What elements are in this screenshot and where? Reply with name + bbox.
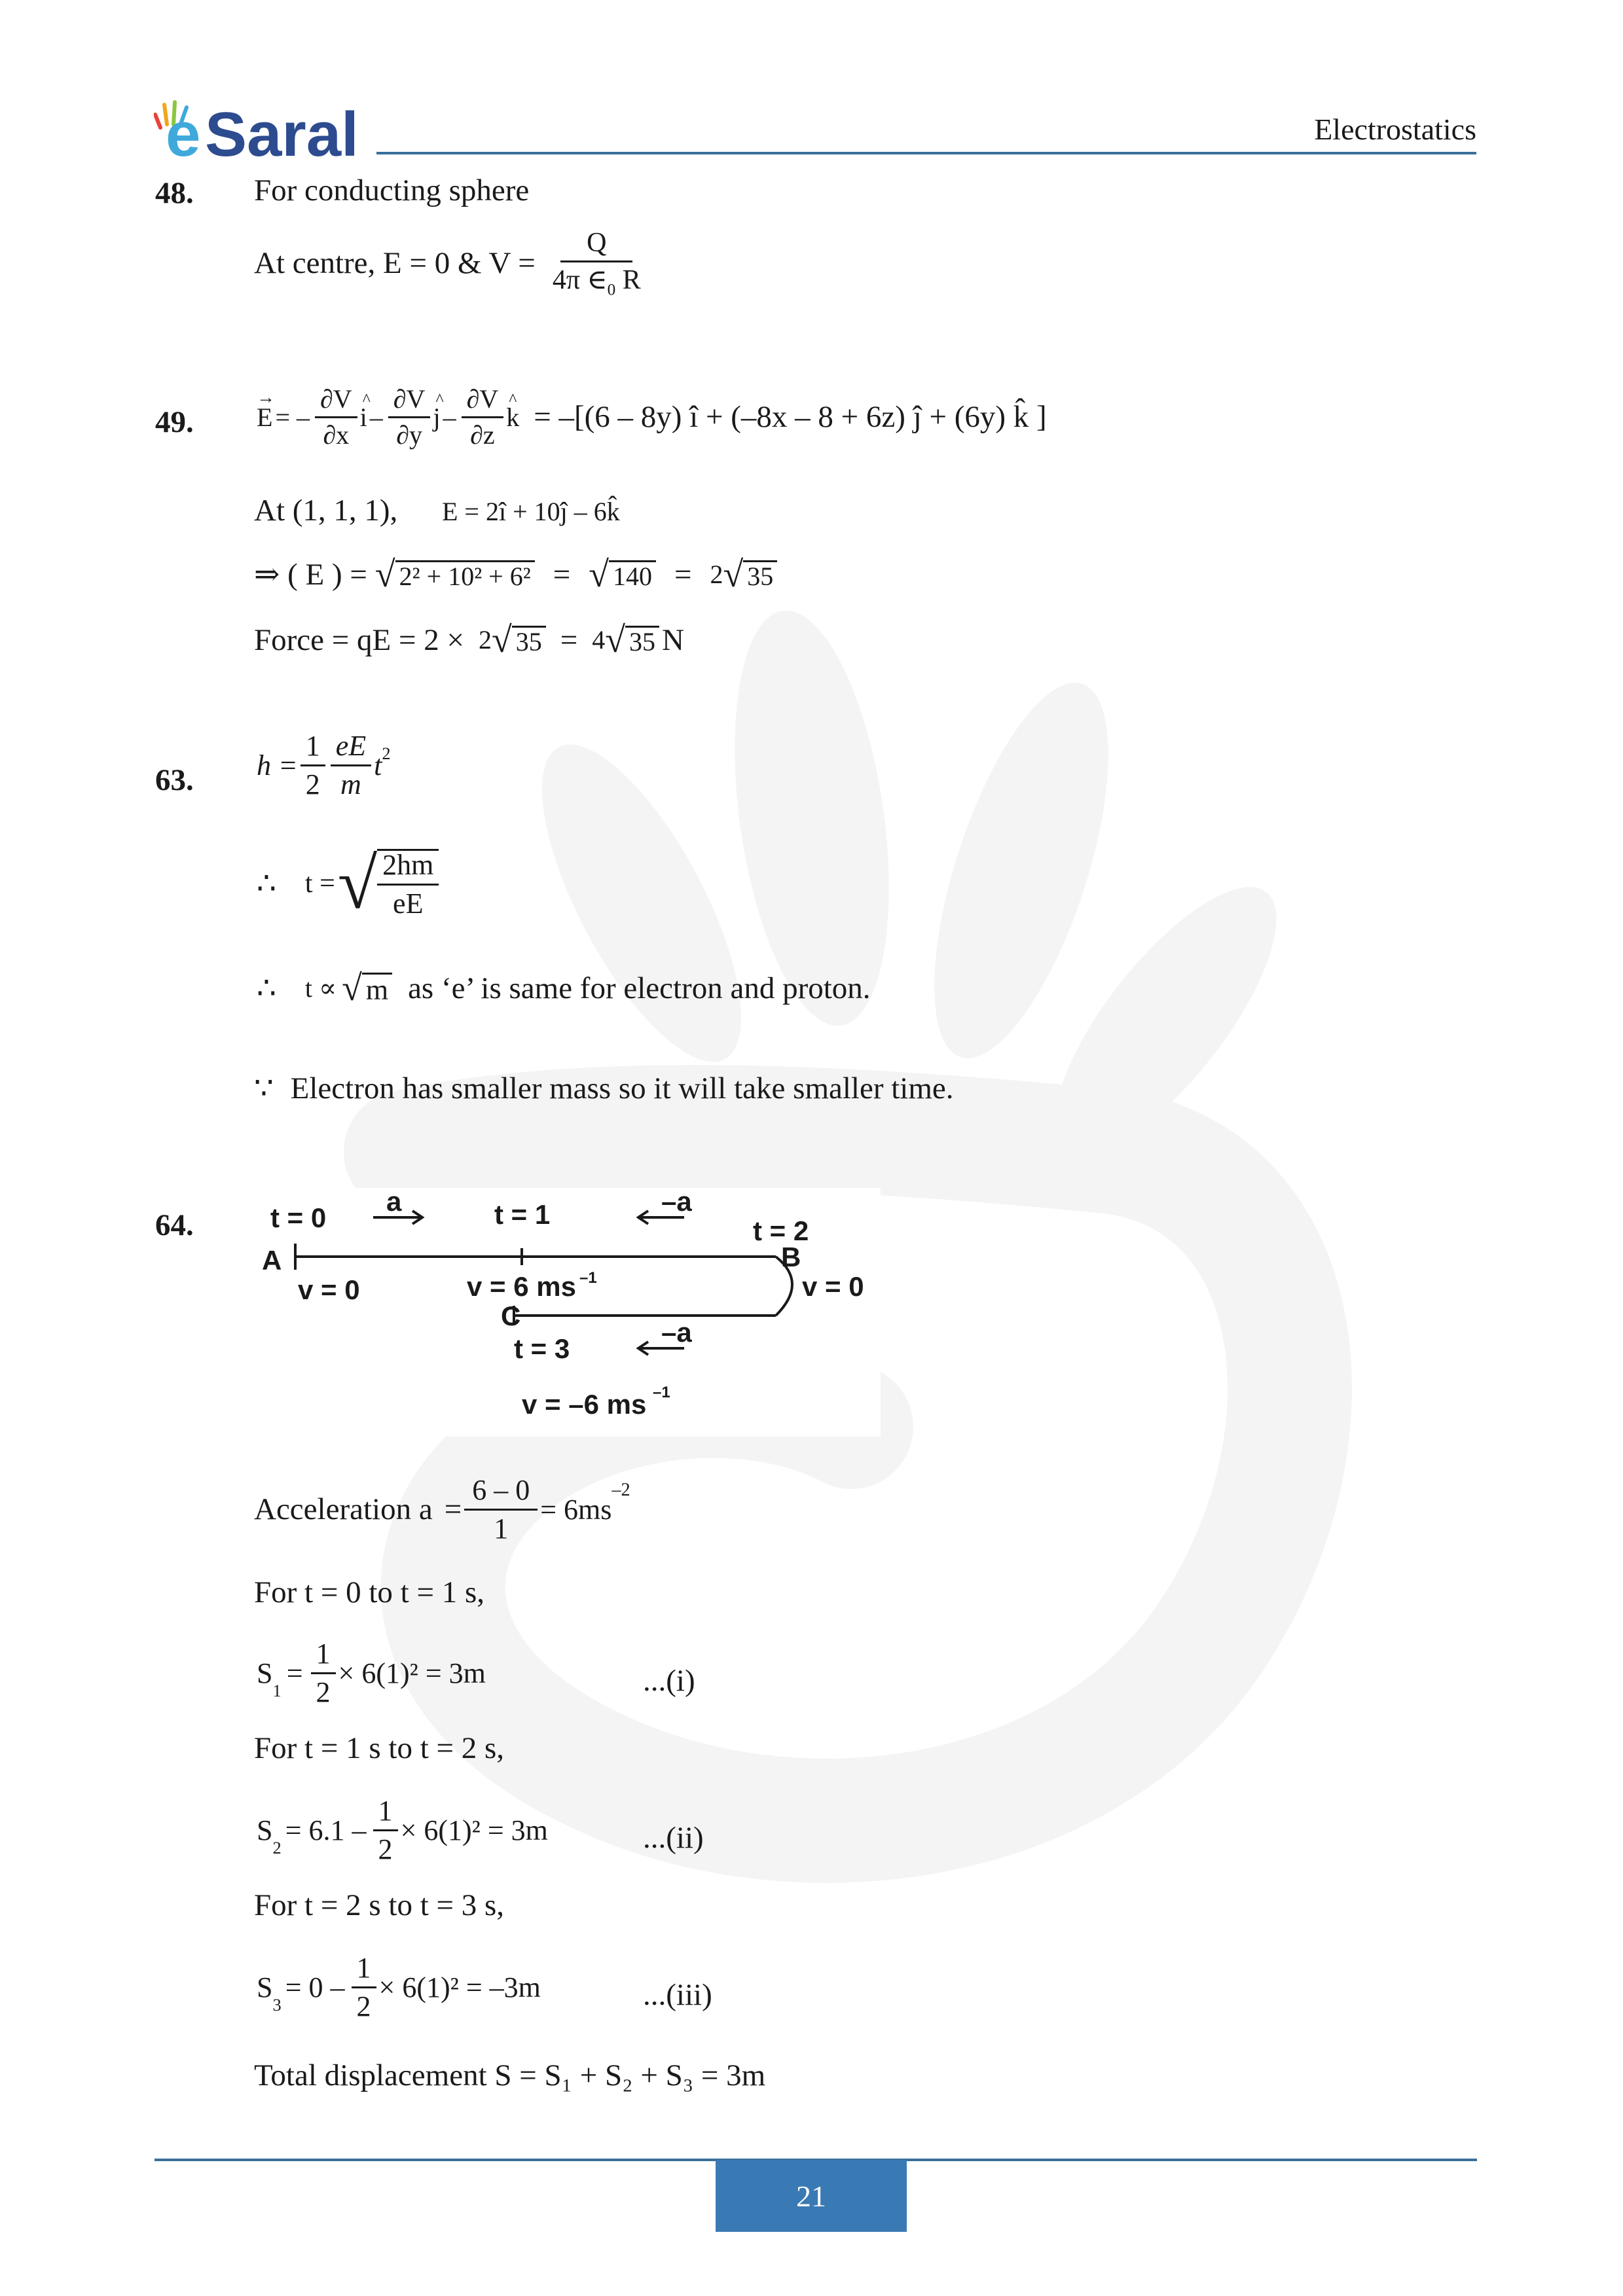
q63-conclusion: ∵ Electron has smaller mass so it will take smaller time. — [254, 1071, 954, 1105]
q64-s2-formula: S $_2$ = 6.1 – $\frac{1}{2}$ × 6(1)² = 3m — [257, 1795, 548, 1865]
brand-logo — [154, 98, 383, 170]
label-t0: t = 0 — [270, 1202, 327, 1233]
q49-at-point: At (1, 1, 1), — [254, 493, 398, 528]
label-t2: t = 2 — [753, 1215, 809, 1246]
brand-e: e — [166, 99, 201, 170]
label-point-b: B — [781, 1242, 801, 1272]
q48-frac-den: 4π $\in_0$ R — [552, 265, 641, 299]
q48-prefix: At centre, E = 0 & V = — [254, 246, 536, 281]
chapter-title: Electrostatics — [1314, 113, 1476, 146]
q63-time-formula: ∴ t = √ $\frac{2hm}{eE}$ — [257, 848, 441, 920]
mag-prefix: ⇒ ( E ) = — [254, 557, 367, 592]
q64-seg1-label: For t = 0 to t = 1 s, — [254, 1575, 485, 1609]
label-vneg6-exp: –1 — [653, 1384, 670, 1401]
dv-dy: $\frac{\partial V}{\partial y}$ — [388, 386, 431, 448]
label-v0-left: v = 0 — [298, 1274, 360, 1305]
q64-s1-formula: S $_1$ = $\frac{1}{2}$ × 6(1)² = 3m — [257, 1638, 486, 1708]
q63-proportionality: ∴ t ∝ √ m as ‘e’ is same for electron and proton. — [257, 968, 871, 1009]
label-point-c: C — [501, 1300, 521, 1331]
q63-height-formula: h = $\frac{1}{2}$ $\frac{eE}{m}$ t $^2$ — [257, 730, 391, 800]
label-point-a: A — [262, 1245, 282, 1276]
label-t3: t = 3 — [514, 1333, 570, 1364]
motion-diagram — [252, 1188, 881, 1437]
label-a-left1: –a — [661, 1188, 692, 1217]
q64-s3-formula: S $_3$ = 0 – $\frac{1}{2}$ × 6(1)² = –3m — [257, 1952, 541, 2022]
q49-e-value: E = 2î + 10ĵ – 6k̂ — [442, 497, 620, 526]
q48-frac-num: Q — [560, 229, 632, 262]
sqrt-35: 35 — [743, 560, 777, 590]
label-a-right: a — [386, 1188, 402, 1217]
q64-acceleration: Acceleration a = $\frac{6 - 0}{1}$ = 6ms $^{-2}$ — [254, 1474, 630, 1545]
label-a-left2: –a — [661, 1317, 692, 1348]
q64-s3-tag: ...(iii) — [643, 1978, 712, 2012]
label-v6: v = 6 ms — [467, 1271, 576, 1302]
e-vector: → E — [257, 404, 272, 431]
q49-magnitude: ⇒ ( E ) = √ 2² + 10² + 6² = √ 140 = 2 √ 35 — [254, 556, 777, 593]
q64-seg2-label: For t = 1 s to t = 2 s, — [254, 1731, 505, 1765]
question-number-64: 64. — [155, 1208, 194, 1242]
q49-rhs: = –[(6 – 8y) î + (–8x – 8 + 6z) ĵ + (6y) k̂ ] — [534, 400, 1047, 434]
label-v0-right: v = 0 — [802, 1271, 864, 1302]
page-number-box — [716, 2160, 907, 2232]
sqrt-140: 140 — [609, 560, 656, 590]
q49-force: Force = qE = 2 × 2 √ 35 = 4 √ 35 N — [254, 620, 684, 660]
header-rule — [376, 152, 1476, 154]
mag-sqrt: 2² + 10² + 6² — [395, 560, 535, 590]
dv-dx: $\frac{\partial V}{\partial x}$ — [315, 386, 357, 448]
page-number: 21 — [796, 2179, 826, 2213]
force-prefix: Force = qE = 2 × — [254, 622, 464, 657]
q64-seg3-label: For t = 2 s to t = 3 s, — [254, 1888, 505, 1922]
question-number-48: 48. — [155, 176, 194, 210]
question-number-49: 49. — [155, 405, 194, 439]
label-vneg6: v = –6 ms — [522, 1389, 647, 1420]
q48-line1: For conducting sphere — [254, 173, 530, 207]
q48-line2 — [254, 229, 649, 298]
brand-name: Saral — [205, 99, 359, 170]
q64-total-displacement: Total displacement S = S₁ + S₂ + S₃ = 3m — [254, 2058, 766, 2092]
label-t1: t = 1 — [494, 1199, 551, 1230]
question-number-63: 63. — [155, 763, 194, 797]
label-v6-exp: –1 — [579, 1269, 597, 1287]
q64-s1-tag: ...(i) — [643, 1664, 695, 1698]
q49-gradient-formula: → E = – $\frac{\partial V}{\partial x}$ ^ i – $\frac{\partial V}{\partial y}$ ^ j – $\frac{\partial V}{\partial z}$ ^ k = –[(6 – 8y) î + (–8x – 8 + 6z) ĵ + (6y) k̂ ] — [257, 386, 1047, 448]
q48-fraction — [547, 229, 646, 298]
dv-dz: $\frac{\partial V}{\partial z}$ — [462, 386, 504, 448]
q64-s2-tag: ...(ii) — [643, 1821, 704, 1855]
